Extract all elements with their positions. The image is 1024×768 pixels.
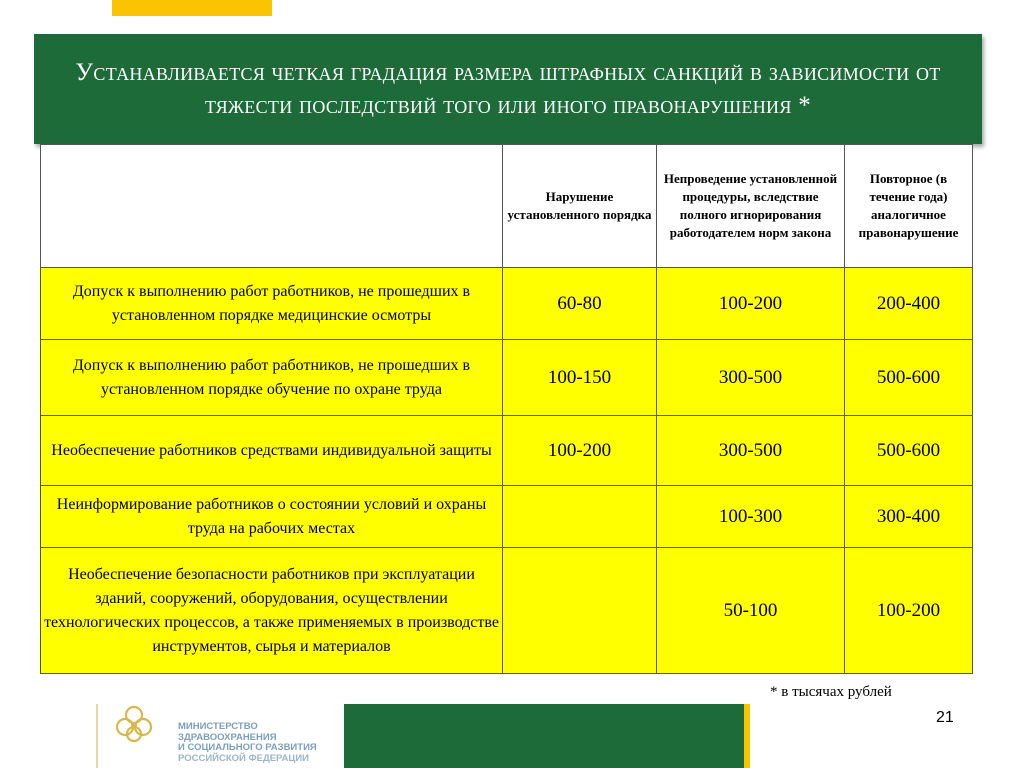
ministry-name: МИНИСТЕРСТВО ЗДРАВООХРАНЕНИЯ И СОЦИАЛЬНОГО РАЗВИТИЯ РОССИЙСКОЙ ФЕДЕРАЦИИ <box>178 721 317 764</box>
page-number: 21 <box>936 709 954 726</box>
header-procedure-not-conducted: Непроведение установленной процедуры, вследствие полного игнорирования работодателем норм закона <box>657 145 845 268</box>
slide-title: Устанавливается четкая градация размера штрафных санкций в зависимости от тяжести последствий того или иного правонарушения * <box>75 59 941 119</box>
fines-table <box>40 144 973 674</box>
row-description: Неинформирование работников о состоянии условий и охраны труда на рабочих местах <box>41 486 503 548</box>
fine-value: 100-200 <box>657 268 845 340</box>
table-row <box>41 548 973 674</box>
fine-value: 50-100 <box>657 548 845 674</box>
fine-value: 300-500 <box>657 340 845 416</box>
footer-yellow-stripe <box>744 704 750 768</box>
ministry-logo <box>96 704 317 768</box>
fine-value: 200-400 <box>845 268 973 340</box>
fine-value: 300-400 <box>845 486 973 548</box>
top-accent-bar <box>112 0 272 16</box>
fine-value: 500-600 <box>845 416 973 486</box>
title-banner <box>34 34 982 144</box>
header-empty <box>41 145 503 268</box>
fine-value: 100-200 <box>845 548 973 674</box>
footer-green-bar <box>344 704 744 768</box>
table-row <box>41 268 973 340</box>
row-description: Необеспечение работников средствами индивидуальной защиты <box>41 416 503 486</box>
table-row <box>41 416 973 486</box>
row-description: Допуск к выполнению работ работников, не прошедших в установленном порядке обучение по охране труда <box>41 340 503 416</box>
fine-value: 100-300 <box>657 486 845 548</box>
fine-value <box>503 548 657 674</box>
table-row <box>41 486 973 548</box>
fine-value: 500-600 <box>845 340 973 416</box>
header-repeat-offense: Повторное (в течение года) аналогичное правонарушение <box>845 145 973 268</box>
fine-value: 300-500 <box>657 416 845 486</box>
fine-value <box>503 486 657 548</box>
fine-value: 100-150 <box>503 340 657 416</box>
table-header-row <box>41 145 973 268</box>
header-violation-of-order: Нарушение установленного порядка <box>503 145 657 268</box>
row-description: Допуск к выполнению работ работников, не прошедших в установленном порядке медицинские осмотры <box>41 268 503 340</box>
table-row <box>41 340 973 416</box>
row-description: Необеспечение безопасности работников при эксплуатации зданий, сооружений, оборудования, осуществлении технологических процессов, а также применяемых в производстве инструментов, сырья и материалов <box>41 548 503 674</box>
footnote: * в тысячах рублей <box>770 684 892 700</box>
fine-value: 60-80 <box>503 268 657 340</box>
fine-value: 100-200 <box>503 416 657 486</box>
ministry-emblem-icon <box>112 704 156 744</box>
